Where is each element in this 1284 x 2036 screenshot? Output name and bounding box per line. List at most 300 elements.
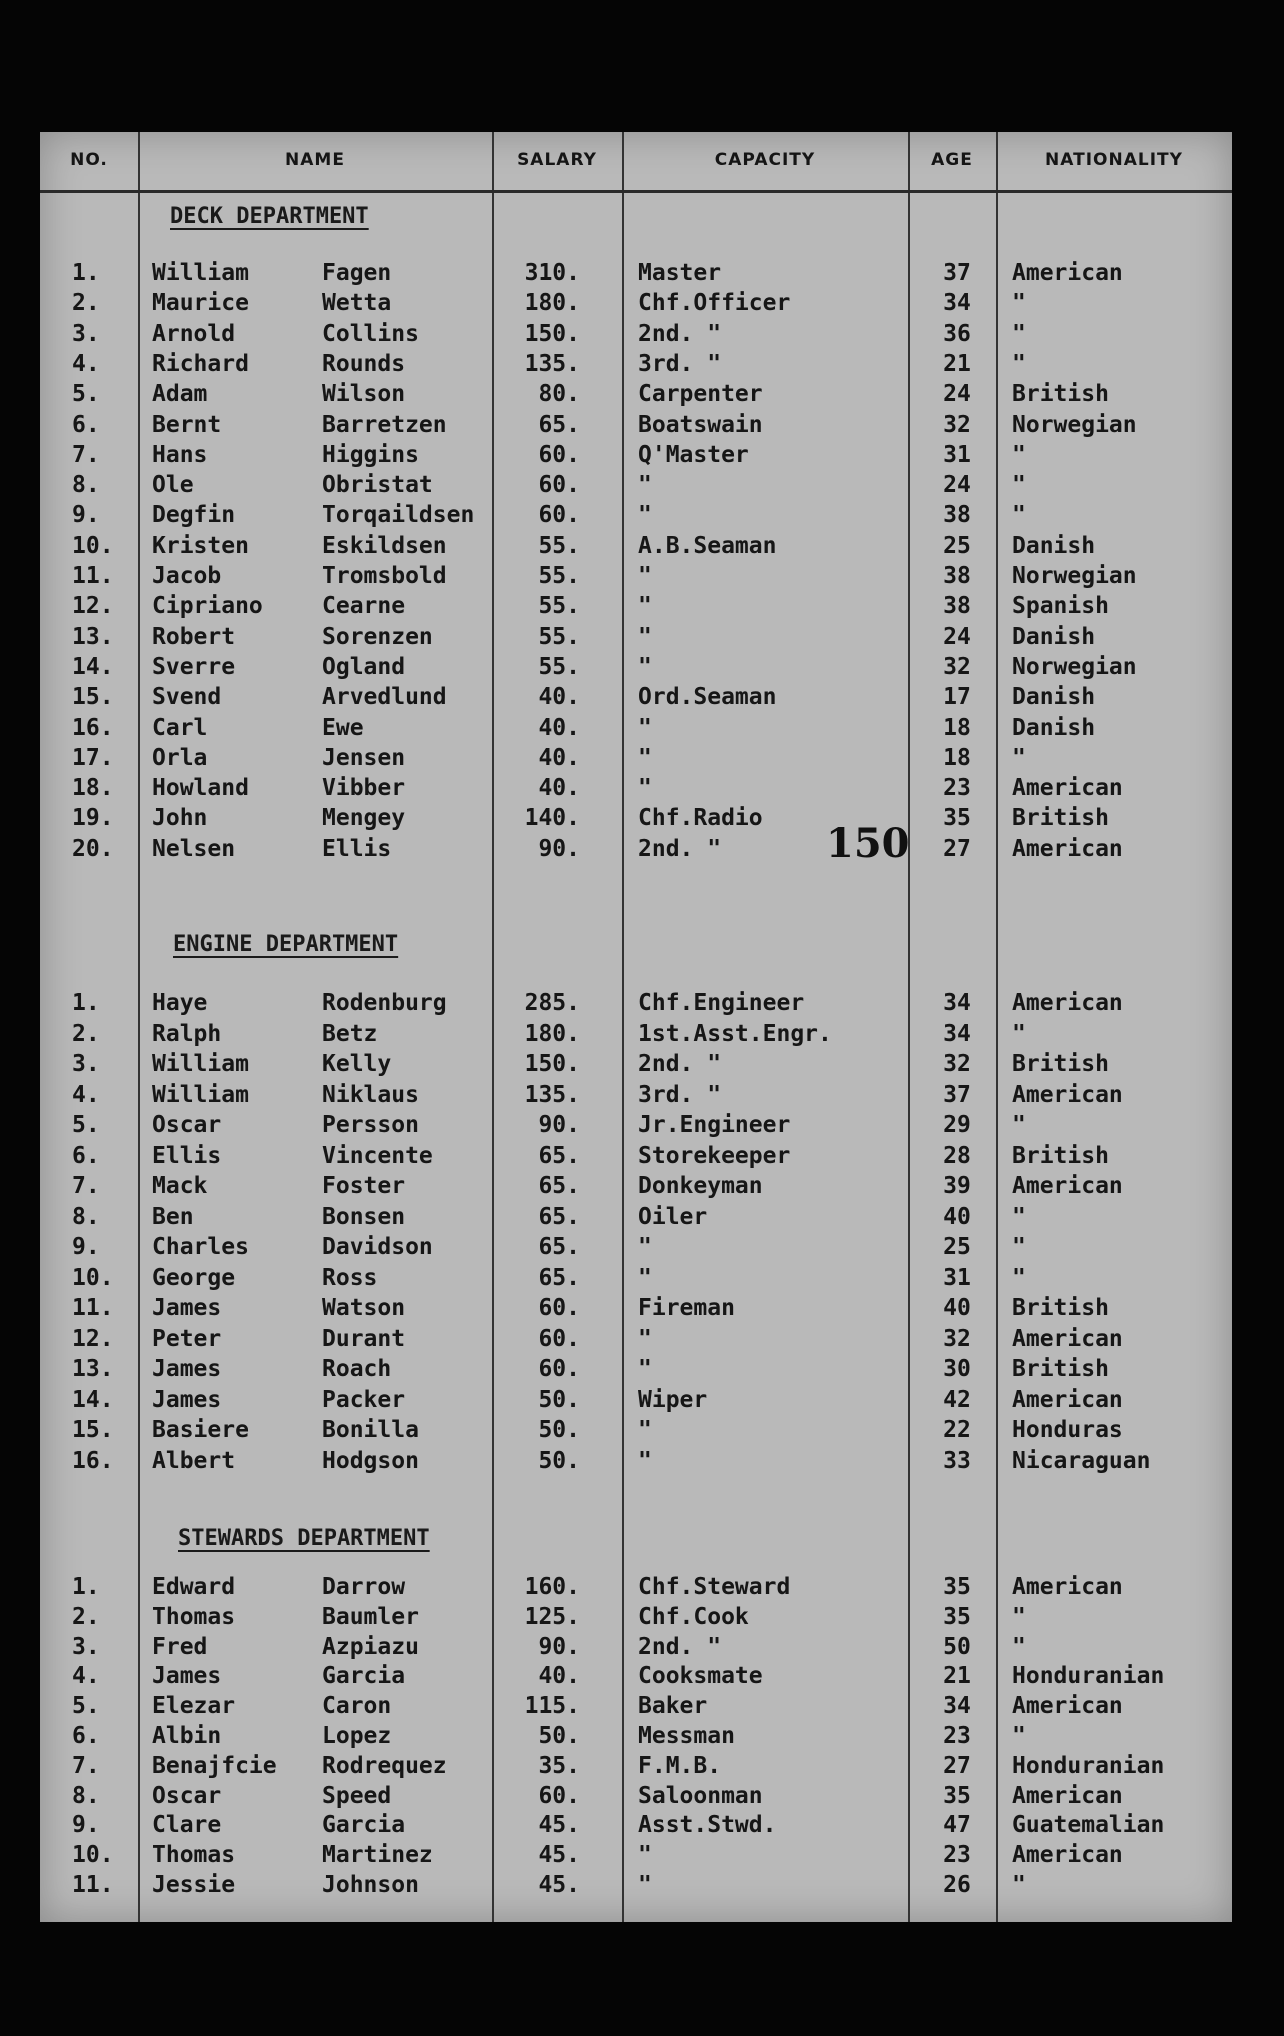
table-row	[40, 410, 1232, 440]
cell-age: 17	[943, 684, 971, 711]
cell-capacity: Ord.Seaman	[638, 684, 777, 711]
cell-salary: 60.	[538, 1325, 580, 1352]
cell-no: 7.	[72, 1173, 100, 1199]
table-row	[40, 1171, 1232, 1201]
cell-salary: 115.	[524, 1693, 580, 1720]
table-row	[40, 682, 1232, 712]
cell-first: James	[152, 1386, 222, 1413]
cell-first: Richard	[152, 350, 249, 377]
cell-nationality: "	[1012, 1264, 1026, 1291]
cell-nationality: Honduras	[1012, 1417, 1123, 1443]
table-row	[40, 1572, 1232, 1602]
cell-last: Rodenburg	[322, 990, 447, 1016]
cell-first: Adam	[152, 381, 208, 408]
cell-no: 17.	[72, 744, 114, 771]
cell-salary: 60.	[538, 1782, 580, 1809]
cell-age: 29	[943, 1112, 971, 1138]
cell-age: 35	[943, 1603, 971, 1630]
cell-capacity: 2nd. "	[638, 835, 722, 862]
cell-salary: 45.	[538, 1812, 580, 1839]
table-row	[40, 591, 1232, 621]
cell-age: 37	[943, 260, 971, 286]
cell-nationality: American	[1012, 835, 1123, 862]
cell-first: Fred	[152, 1633, 208, 1660]
cell-nationality: British	[1012, 1051, 1109, 1077]
cell-first: James	[152, 1356, 222, 1382]
cell-age: 36	[943, 320, 971, 347]
cell-salary: 80.	[538, 381, 580, 408]
cell-first: Hans	[152, 441, 208, 468]
cell-capacity: "	[638, 472, 652, 499]
cell-age: 30	[943, 1356, 971, 1382]
cell-salary: 50.	[538, 1723, 580, 1749]
cell-age: 35	[943, 1782, 971, 1809]
cell-age: 32	[943, 1325, 971, 1352]
cell-salary: 180.	[524, 290, 580, 317]
header-salary: SALARY	[517, 150, 597, 170]
cell-age: 40	[943, 1295, 971, 1321]
cell-nationality: Norwegian	[1012, 653, 1137, 680]
cell-capacity: Q'Master	[638, 441, 749, 468]
table-row	[40, 379, 1232, 409]
cell-nationality: "	[1012, 350, 1026, 377]
header-no: NO.	[70, 150, 108, 170]
cell-nationality: "	[1012, 290, 1026, 317]
cell-nationality: "	[1012, 744, 1026, 771]
cell-salary: 60.	[538, 1356, 580, 1382]
cell-no: 8.	[72, 1782, 100, 1809]
cell-no: 5.	[72, 1112, 100, 1138]
cell-nationality: "	[1012, 320, 1026, 347]
cell-salary: 40.	[538, 1663, 580, 1690]
table-row	[40, 1721, 1232, 1751]
cell-age: 24	[943, 381, 971, 408]
cell-capacity: Boatswain	[638, 411, 763, 438]
cell-first: Charles	[152, 1234, 249, 1260]
cell-no: 2.	[72, 1603, 100, 1630]
table-row	[40, 561, 1232, 591]
cell-no: 16.	[72, 1447, 114, 1474]
cell-salary: 55.	[538, 563, 580, 589]
cell-capacity: "	[638, 1234, 652, 1260]
cell-capacity: Cooksmate	[638, 1663, 763, 1690]
cell-nationality: "	[1012, 472, 1026, 499]
cell-salary: 35.	[538, 1752, 580, 1779]
cell-salary: 50.	[538, 1417, 580, 1443]
cell-no: 11.	[72, 1295, 114, 1321]
handwritten-annotation: 150	[826, 820, 910, 867]
cell-no: 5.	[72, 1693, 100, 1720]
cell-capacity: 2nd. "	[638, 1051, 722, 1077]
cell-salary: 55.	[538, 532, 580, 559]
cell-no: 4.	[72, 350, 100, 377]
table-row	[40, 988, 1232, 1018]
cell-no: 6.	[72, 1723, 100, 1749]
cell-capacity: A.B.Seaman	[638, 532, 777, 559]
table-row	[40, 652, 1232, 682]
cell-first: John	[152, 805, 208, 832]
cell-age: 21	[943, 1663, 971, 1690]
cell-capacity: "	[638, 653, 652, 680]
cell-salary: 60.	[538, 441, 580, 468]
cell-age: 22	[943, 1417, 971, 1443]
cell-no: 15.	[72, 684, 114, 711]
table-row	[40, 288, 1232, 318]
cell-salary: 180.	[524, 1020, 580, 1047]
cell-capacity: Chf.Engineer	[638, 990, 805, 1016]
cell-salary: 55.	[538, 623, 580, 650]
cell-salary: 150.	[524, 320, 580, 347]
cell-nationality: American	[1012, 1325, 1123, 1352]
cell-last: Caron	[322, 1693, 392, 1720]
cell-age: 27	[943, 835, 971, 862]
cell-salary: 65.	[538, 1264, 580, 1291]
cell-salary: 55.	[538, 593, 580, 620]
cell-nationality: "	[1012, 1234, 1026, 1260]
cell-no: 12.	[72, 593, 114, 620]
cell-no: 6.	[72, 1142, 100, 1169]
cell-salary: 125.	[524, 1603, 580, 1630]
cell-last: Hodgson	[322, 1447, 419, 1474]
cell-last: Sorenzen	[322, 623, 433, 650]
cell-nationality: Honduranian	[1012, 1663, 1165, 1690]
table-row	[40, 1810, 1232, 1840]
cell-last: Higgins	[322, 441, 419, 468]
cell-first: Bernt	[152, 411, 222, 438]
section-title: STEWARDS DEPARTMENT	[178, 1526, 430, 1551]
cell-last: Durant	[322, 1325, 406, 1352]
cell-no: 15.	[72, 1417, 114, 1443]
cell-last: Betz	[322, 1020, 378, 1047]
cell-no: 11.	[72, 1872, 114, 1898]
table-row	[40, 1840, 1232, 1870]
cell-nationality: "	[1012, 1633, 1026, 1660]
cell-age: 35	[943, 1574, 971, 1600]
cell-nationality: American	[1012, 1782, 1123, 1809]
cell-first: Kristen	[152, 532, 249, 559]
cell-age: 38	[943, 563, 971, 589]
cell-age: 18	[943, 714, 971, 741]
cell-last: Persson	[322, 1112, 419, 1138]
cell-last: Mengey	[322, 805, 406, 832]
cell-nationality: "	[1012, 502, 1026, 529]
table-row	[40, 1049, 1232, 1079]
cell-first: Jacob	[152, 563, 222, 589]
cell-no: 4.	[72, 1081, 100, 1108]
cell-last: Roach	[322, 1356, 392, 1382]
cell-last: Rodrequez	[322, 1752, 447, 1779]
cell-first: Orla	[152, 744, 208, 771]
cell-capacity: 3rd. "	[638, 1081, 722, 1108]
cell-nationality: Norwegian	[1012, 563, 1137, 589]
table-row	[40, 440, 1232, 470]
cell-first: Carl	[152, 714, 208, 741]
table-row	[40, 743, 1232, 773]
table-row	[40, 1691, 1232, 1721]
cell-first: Elezar	[152, 1693, 236, 1720]
cell-no: 19.	[72, 805, 114, 832]
cell-capacity: "	[638, 502, 652, 529]
table-row	[40, 1385, 1232, 1415]
cell-capacity: "	[638, 1447, 652, 1474]
cell-no: 14.	[72, 653, 114, 680]
cell-last: Johnson	[322, 1872, 419, 1898]
cell-last: Barretzen	[322, 411, 447, 438]
cell-salary: 310.	[524, 260, 580, 286]
cell-no: 2.	[72, 1020, 100, 1047]
cell-last: Azpiazu	[322, 1633, 419, 1660]
cell-age: 24	[943, 623, 971, 650]
table-row	[40, 319, 1232, 349]
cell-age: 35	[943, 805, 971, 832]
cell-capacity: 2nd. "	[638, 320, 722, 347]
cell-no: 9.	[72, 502, 100, 529]
cell-age: 21	[943, 350, 971, 377]
cell-no: 2.	[72, 290, 100, 317]
cell-nationality: "	[1012, 441, 1026, 468]
cell-no: 8.	[72, 1203, 100, 1230]
cell-first: George	[152, 1264, 236, 1291]
cell-salary: 160.	[524, 1574, 580, 1600]
cell-first: Degfin	[152, 502, 236, 529]
cell-first: Albin	[152, 1723, 222, 1749]
cell-capacity: "	[638, 1872, 652, 1898]
cell-first: Maurice	[152, 290, 249, 317]
cell-last: Cearne	[322, 593, 406, 620]
section-title: ENGINE DEPARTMENT	[173, 932, 399, 957]
cell-nationality: British	[1012, 805, 1109, 832]
cell-first: Thomas	[152, 1842, 236, 1869]
cell-salary: 135.	[524, 350, 580, 377]
cell-nationality: British	[1012, 381, 1109, 408]
cell-salary: 65.	[538, 1234, 580, 1260]
cell-age: 27	[943, 1752, 971, 1779]
cell-salary: 140.	[524, 805, 580, 832]
cell-last: Lopez	[322, 1723, 392, 1749]
table-row	[40, 1202, 1232, 1232]
cell-salary: 90.	[538, 1112, 580, 1138]
cell-no: 13.	[72, 1356, 114, 1382]
cell-nationality: Norwegian	[1012, 411, 1137, 438]
cell-capacity: "	[638, 1264, 652, 1291]
table-row	[40, 1602, 1232, 1632]
cell-capacity: "	[638, 593, 652, 620]
cell-age: 31	[943, 1264, 971, 1291]
cell-last: Obristat	[322, 472, 433, 499]
cell-capacity: Chf.Officer	[638, 290, 791, 317]
cell-nationality: "	[1012, 1723, 1026, 1749]
cell-capacity: "	[638, 775, 652, 802]
cell-last: Vibber	[322, 775, 406, 802]
table-row	[40, 1019, 1232, 1049]
cell-salary: 60.	[538, 1295, 580, 1321]
cell-capacity: Saloonman	[638, 1782, 763, 1809]
table-row	[40, 834, 1232, 864]
table-row	[40, 1080, 1232, 1110]
cell-last: Eskildsen	[322, 532, 447, 559]
cell-capacity: "	[638, 1842, 652, 1869]
table-row	[40, 500, 1232, 530]
cell-first: Albert	[152, 1447, 236, 1474]
cell-last: Tromsbold	[322, 563, 447, 589]
cell-last: Jensen	[322, 744, 406, 771]
cell-first: Nelsen	[152, 835, 236, 862]
cell-age: 34	[943, 1020, 971, 1047]
cell-first: Thomas	[152, 1603, 236, 1630]
cell-no: 9.	[72, 1234, 100, 1260]
cell-nationality: American	[1012, 1842, 1123, 1869]
cell-no: 3.	[72, 320, 100, 347]
cell-last: Kelly	[322, 1051, 392, 1077]
cell-age: 38	[943, 593, 971, 620]
cell-salary: 65.	[538, 411, 580, 438]
cell-last: Torqaildsen	[322, 502, 475, 529]
table-row	[40, 349, 1232, 379]
cell-first: Sverre	[152, 653, 236, 680]
cell-nationality: Nicaraguan	[1012, 1447, 1151, 1474]
cell-nationality: Spanish	[1012, 593, 1109, 620]
cell-age: 39	[943, 1173, 971, 1199]
cell-nationality: Guatemalian	[1012, 1812, 1165, 1839]
cell-capacity: Master	[638, 260, 722, 286]
cell-nationality: "	[1012, 1603, 1026, 1630]
cell-first: Oscar	[152, 1782, 222, 1809]
cell-capacity: Messman	[638, 1723, 735, 1749]
cell-last: Ellis	[322, 835, 392, 862]
cell-age: 32	[943, 411, 971, 438]
cell-first: Ellis	[152, 1142, 222, 1169]
cell-first: Mack	[152, 1173, 208, 1199]
table-row	[40, 773, 1232, 803]
cell-no: 7.	[72, 441, 100, 468]
cell-salary: 50.	[538, 1386, 580, 1413]
cell-no: 16.	[72, 714, 114, 741]
cell-no: 5.	[72, 381, 100, 408]
cell-nationality: American	[1012, 775, 1123, 802]
cell-first: Cipriano	[152, 593, 263, 620]
cell-no: 14.	[72, 1386, 114, 1413]
cell-capacity: Donkeyman	[638, 1173, 763, 1199]
table-row	[40, 1141, 1232, 1171]
cell-no: 13.	[72, 623, 114, 650]
cell-salary: 45.	[538, 1872, 580, 1898]
cell-age: 31	[943, 441, 971, 468]
crew-list-sheet	[40, 132, 1232, 1922]
table-row	[40, 258, 1232, 288]
cell-no: 1.	[72, 990, 100, 1016]
cell-nationality: "	[1012, 1020, 1026, 1047]
cell-salary: 135.	[524, 1081, 580, 1108]
cell-age: 38	[943, 502, 971, 529]
cell-first: Howland	[152, 775, 249, 802]
cell-last: Packer	[322, 1386, 406, 1413]
cell-capacity: "	[638, 563, 652, 589]
cell-first: James	[152, 1295, 222, 1321]
table-row	[40, 1263, 1232, 1293]
cell-salary: 60.	[538, 502, 580, 529]
cell-salary: 60.	[538, 472, 580, 499]
cell-no: 10.	[72, 532, 114, 559]
table-row	[40, 1415, 1232, 1445]
cell-first: Benajfcie	[152, 1752, 277, 1779]
cell-capacity: F.M.B.	[638, 1752, 722, 1779]
cell-age: 32	[943, 653, 971, 680]
table-row	[40, 470, 1232, 500]
cell-age: 28	[943, 1142, 971, 1169]
cell-capacity: "	[638, 714, 652, 741]
cell-no: 10.	[72, 1264, 114, 1291]
table-row	[40, 1324, 1232, 1354]
cell-first: Ben	[152, 1203, 194, 1230]
cell-no: 7.	[72, 1752, 100, 1779]
cell-last: Davidson	[322, 1234, 433, 1260]
cell-nationality: British	[1012, 1356, 1109, 1382]
table-row	[40, 1446, 1232, 1476]
cell-nationality: American	[1012, 1574, 1123, 1600]
cell-age: 23	[943, 775, 971, 802]
cell-no: 10.	[72, 1842, 114, 1869]
cell-age: 34	[943, 990, 971, 1016]
cell-last: Niklaus	[322, 1081, 419, 1108]
cell-last: Arvedlund	[322, 684, 447, 711]
cell-age: 34	[943, 290, 971, 317]
cell-age: 25	[943, 1234, 971, 1260]
cell-salary: 90.	[538, 1633, 580, 1660]
cell-last: Collins	[322, 320, 419, 347]
cell-capacity: Asst.Stwd.	[638, 1812, 777, 1839]
cell-capacity: 1st.Asst.Engr.	[638, 1020, 832, 1047]
cell-age: 24	[943, 472, 971, 499]
header-capacity: CAPACITY	[714, 150, 816, 170]
cell-salary: 45.	[538, 1842, 580, 1869]
cell-salary: 285.	[524, 990, 580, 1016]
cell-capacity: "	[638, 1417, 652, 1443]
cell-last: Fagen	[322, 260, 392, 286]
cell-nationality: British	[1012, 1142, 1109, 1169]
cell-first: Arnold	[152, 320, 236, 347]
cell-age: 42	[943, 1386, 971, 1413]
cell-salary: 40.	[538, 775, 580, 802]
table-row	[40, 1293, 1232, 1323]
cell-age: 47	[943, 1812, 971, 1839]
cell-nationality: "	[1012, 1203, 1026, 1230]
cell-first: Ole	[152, 472, 194, 499]
table-row	[40, 1781, 1232, 1811]
cell-last: Watson	[322, 1295, 406, 1321]
cell-first: Ralph	[152, 1020, 222, 1047]
cell-age: 23	[943, 1842, 971, 1869]
cell-capacity: Baker	[638, 1693, 708, 1720]
table-row	[40, 1661, 1232, 1691]
cell-no: 20.	[72, 835, 114, 862]
cell-no: 1.	[72, 1574, 100, 1600]
cell-nationality: Danish	[1012, 623, 1096, 650]
cell-last: Garcia	[322, 1812, 406, 1839]
cell-last: Martinez	[322, 1842, 433, 1869]
cell-first: Svend	[152, 684, 222, 711]
cell-salary: 90.	[538, 835, 580, 862]
cell-nationality: Danish	[1012, 684, 1096, 711]
cell-capacity: "	[638, 623, 652, 650]
cell-nationality: American	[1012, 1693, 1123, 1720]
cell-no: 11.	[72, 563, 114, 589]
table-row	[40, 1751, 1232, 1781]
cell-nationality: Danish	[1012, 714, 1096, 741]
cell-capacity: Carpenter	[638, 381, 763, 408]
cell-first: Clare	[152, 1812, 222, 1839]
table-row	[40, 1110, 1232, 1140]
cell-first: Basiere	[152, 1417, 249, 1443]
